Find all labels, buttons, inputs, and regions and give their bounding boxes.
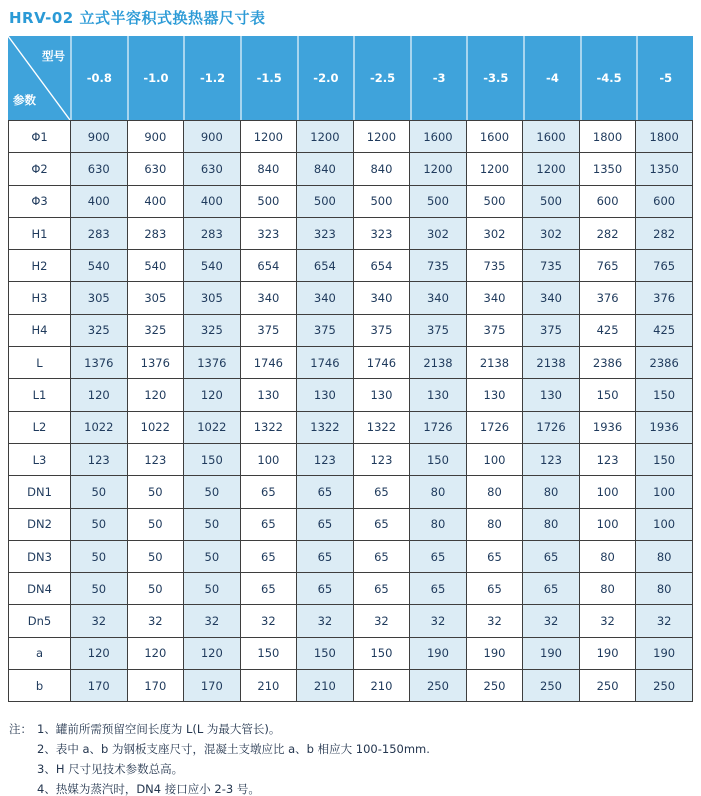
table-row [9,217,693,249]
column-header--1.0: -1.0 [127,36,184,120]
value-cell: 1322 [240,411,297,443]
value-cell: 65 [297,540,354,572]
value-cell: 32 [636,605,693,637]
value-cell: 100 [466,443,523,475]
value-cell: 1022 [127,411,184,443]
value-cell: 170 [127,670,184,702]
value-cell: 305 [184,282,241,314]
value-cell: 80 [636,540,693,572]
value-cell: 65 [353,476,410,508]
value-cell: 150 [353,637,410,669]
value-cell: 283 [127,217,184,249]
table-row [9,153,693,185]
value-cell: 540 [127,250,184,282]
value-cell: 250 [523,670,580,702]
value-cell: 1200 [297,121,354,153]
param-cell: L3 [9,443,71,475]
table-row [9,185,693,217]
column-header-row [8,36,693,120]
value-cell: 340 [240,282,297,314]
table-row [9,605,693,637]
param-cell: DN2 [9,508,71,540]
value-cell: 1350 [579,153,636,185]
note-item: 4、热媒为蒸汽时，DN4 接口应小 2-3 号。 [37,782,260,796]
param-cell: H2 [9,250,71,282]
value-cell: 375 [523,314,580,346]
value-cell: 65 [297,476,354,508]
value-cell: 840 [240,153,297,185]
value-cell: 500 [410,185,467,217]
value-cell: 900 [71,121,128,153]
value-cell: 123 [353,443,410,475]
value-cell: 375 [240,314,297,346]
value-cell: 2138 [523,347,580,379]
value-cell: 100 [579,508,636,540]
value-cell: 1322 [297,411,354,443]
value-cell: 2386 [579,347,636,379]
value-cell: 540 [71,250,128,282]
value-cell: 340 [353,282,410,314]
value-cell: 100 [636,476,693,508]
value-cell: 400 [184,185,241,217]
column-header--2.0: -2.0 [297,36,354,120]
table-row [9,347,693,379]
value-cell: 340 [523,282,580,314]
note-line [9,779,701,796]
table-row [9,121,693,153]
value-cell: 130 [240,379,297,411]
value-cell: 630 [184,153,241,185]
dimension-table-grid [8,120,693,702]
value-cell: 302 [410,217,467,249]
value-cell: 150 [579,379,636,411]
value-cell: 1200 [466,153,523,185]
value-cell: 2138 [410,347,467,379]
value-cell: 735 [466,250,523,282]
value-cell: 130 [523,379,580,411]
value-cell: 150 [410,443,467,475]
value-cell: 210 [297,670,354,702]
value-cell: 425 [636,314,693,346]
table-row [9,508,693,540]
value-cell: 400 [71,185,128,217]
value-cell: 500 [466,185,523,217]
value-cell: 65 [353,573,410,605]
param-cell: DN3 [9,540,71,572]
value-cell: 190 [410,637,467,669]
value-cell: 325 [71,314,128,346]
value-cell: 1800 [636,121,693,153]
value-cell: 305 [71,282,128,314]
value-cell: 32 [240,605,297,637]
value-cell: 150 [184,443,241,475]
value-cell: 302 [466,217,523,249]
note-line [9,719,701,739]
notes [9,719,701,796]
value-cell: 32 [127,605,184,637]
value-cell: 65 [297,508,354,540]
param-cell: a [9,637,71,669]
value-cell: 100 [636,508,693,540]
value-cell: 80 [410,508,467,540]
value-cell: 375 [353,314,410,346]
value-cell: 600 [636,185,693,217]
value-cell: 65 [240,573,297,605]
value-cell: 630 [127,153,184,185]
value-cell: 282 [636,217,693,249]
value-cell: 250 [636,670,693,702]
value-cell: 1022 [71,411,128,443]
value-cell: 654 [297,250,354,282]
value-cell: 2138 [466,347,523,379]
value-cell: 50 [71,573,128,605]
column-header--1.2: -1.2 [183,36,240,120]
dimension-table [8,36,693,702]
value-cell: 80 [466,476,523,508]
value-cell: 323 [240,217,297,249]
value-cell: 765 [579,250,636,282]
value-cell: 500 [353,185,410,217]
value-cell: 1726 [523,411,580,443]
param-cell: Dn5 [9,605,71,637]
value-cell: 1746 [353,347,410,379]
value-cell: 32 [297,605,354,637]
value-cell: 123 [297,443,354,475]
value-cell: 120 [127,637,184,669]
value-cell: 32 [523,605,580,637]
value-cell: 1200 [523,153,580,185]
value-cell: 210 [240,670,297,702]
value-cell: 100 [579,476,636,508]
value-cell: 1376 [184,347,241,379]
note-line [9,759,701,779]
value-cell: 65 [240,476,297,508]
page-title: HRV-02 立式半容积式换热器尺寸表 [9,9,266,27]
value-cell: 65 [410,573,467,605]
table-row [9,411,693,443]
notes-label: 注： [9,722,32,737]
value-cell: 500 [523,185,580,217]
param-cell: Φ3 [9,185,71,217]
value-cell: 1600 [466,121,523,153]
value-cell: 50 [127,573,184,605]
value-cell: 500 [240,185,297,217]
value-cell: 130 [297,379,354,411]
value-cell: 282 [579,217,636,249]
value-cell: 190 [466,637,523,669]
value-cell: 65 [466,540,523,572]
value-cell: 840 [297,153,354,185]
value-cell: 283 [184,217,241,249]
value-cell: 250 [579,670,636,702]
value-cell: 150 [636,443,693,475]
value-cell: 65 [523,573,580,605]
value-cell: 1200 [410,153,467,185]
value-cell: 120 [184,637,241,669]
value-cell: 80 [466,508,523,540]
value-cell: 130 [410,379,467,411]
column-header--5: -5 [636,36,693,120]
value-cell: 376 [636,282,693,314]
value-cell: 400 [127,185,184,217]
value-cell: 123 [71,443,128,475]
value-cell: 80 [410,476,467,508]
value-cell: 123 [127,443,184,475]
value-cell: 50 [71,476,128,508]
note-line [9,739,701,759]
param-cell: DN4 [9,573,71,605]
value-cell: 340 [466,282,523,314]
value-cell: 170 [184,670,241,702]
table-row [9,379,693,411]
value-cell: 100 [240,443,297,475]
value-cell: 80 [636,573,693,605]
value-cell: 840 [353,153,410,185]
value-cell: 900 [184,121,241,153]
value-cell: 654 [353,250,410,282]
value-cell: 325 [184,314,241,346]
value-cell: 50 [184,508,241,540]
value-cell: 190 [579,637,636,669]
value-cell: 1800 [579,121,636,153]
value-cell: 190 [523,637,580,669]
corner-label-parameter: 参数 [13,93,36,107]
table-row [9,443,693,475]
param-cell: H1 [9,217,71,249]
value-cell: 65 [240,540,297,572]
table-row [9,282,693,314]
value-cell: 375 [466,314,523,346]
value-cell: 130 [353,379,410,411]
value-cell: 120 [184,379,241,411]
value-cell: 1200 [353,121,410,153]
value-cell: 32 [184,605,241,637]
column-header--3: -3 [410,36,467,120]
value-cell: 32 [410,605,467,637]
table-row [9,314,693,346]
value-cell: 376 [579,282,636,314]
value-cell: 65 [240,508,297,540]
value-cell: 325 [127,314,184,346]
value-cell: 340 [410,282,467,314]
column-header--1.5: -1.5 [240,36,297,120]
value-cell: 283 [71,217,128,249]
value-cell: 190 [636,637,693,669]
param-cell: b [9,670,71,702]
value-cell: 150 [297,637,354,669]
corner-cell [8,36,70,120]
column-header--2.5: -2.5 [353,36,410,120]
value-cell: 123 [523,443,580,475]
value-cell: 1376 [127,347,184,379]
value-cell: 900 [127,121,184,153]
value-cell: 1322 [353,411,410,443]
value-cell: 600 [579,185,636,217]
value-cell: 65 [466,573,523,605]
dimension-table-body [9,121,693,702]
value-cell: 654 [240,250,297,282]
value-cell: 170 [71,670,128,702]
value-cell: 425 [579,314,636,346]
corner-label-model: 型号 [42,49,65,63]
value-cell: 1746 [297,347,354,379]
value-cell: 65 [353,540,410,572]
value-cell: 735 [523,250,580,282]
value-cell: 1936 [579,411,636,443]
value-cell: 120 [127,379,184,411]
value-cell: 32 [579,605,636,637]
value-cell: 150 [636,379,693,411]
value-cell: 305 [127,282,184,314]
value-cell: 80 [579,540,636,572]
value-cell: 80 [523,508,580,540]
value-cell: 65 [523,540,580,572]
value-cell: 50 [184,540,241,572]
value-cell: 210 [353,670,410,702]
value-cell: 80 [579,573,636,605]
value-cell: 302 [523,217,580,249]
column-header--4.5: -4.5 [580,36,637,120]
table-row [9,540,693,572]
param-cell: DN1 [9,476,71,508]
value-cell: 735 [410,250,467,282]
value-cell: 50 [184,476,241,508]
value-cell: 540 [184,250,241,282]
value-cell: 50 [127,476,184,508]
value-cell: 1936 [636,411,693,443]
column-header--3.5: -3.5 [466,36,523,120]
value-cell: 32 [71,605,128,637]
value-cell: 150 [240,637,297,669]
value-cell: 250 [466,670,523,702]
value-cell: 340 [297,282,354,314]
table-row [9,637,693,669]
param-cell: H4 [9,314,71,346]
value-cell: 1746 [240,347,297,379]
value-cell: 1600 [523,121,580,153]
value-cell: 1726 [466,411,523,443]
value-cell: 500 [297,185,354,217]
value-cell: 375 [297,314,354,346]
value-cell: 65 [410,540,467,572]
column-header--0.8: -0.8 [70,36,127,120]
param-cell: H3 [9,282,71,314]
param-cell: L1 [9,379,71,411]
column-header--4: -4 [523,36,580,120]
value-cell: 50 [127,540,184,572]
table-row [9,476,693,508]
value-cell: 120 [71,637,128,669]
value-cell: 1600 [410,121,467,153]
note-item: 3、H 尺寸见技术参数总高。 [37,762,184,777]
note-item: 2、表中 a、b 为钢板支座尺寸，混凝土支墩应比 a、b 相应大 100-150mm. [37,742,430,757]
value-cell: 50 [184,573,241,605]
value-cell: 32 [353,605,410,637]
value-cell: 1376 [71,347,128,379]
value-cell: 120 [71,379,128,411]
value-cell: 323 [353,217,410,249]
value-cell: 1350 [636,153,693,185]
param-cell: L2 [9,411,71,443]
table-row [9,250,693,282]
value-cell: 1200 [240,121,297,153]
value-cell: 50 [71,540,128,572]
value-cell: 375 [410,314,467,346]
value-cell: 123 [579,443,636,475]
value-cell: 80 [523,476,580,508]
value-cell: 765 [636,250,693,282]
table-row [9,573,693,605]
param-cell: Φ1 [9,121,71,153]
table-row [9,670,693,702]
param-cell: L [9,347,71,379]
value-cell: 50 [71,508,128,540]
param-cell: Φ2 [9,153,71,185]
value-cell: 130 [466,379,523,411]
value-cell: 32 [466,605,523,637]
value-cell: 65 [353,508,410,540]
value-cell: 323 [297,217,354,249]
value-cell: 50 [127,508,184,540]
value-cell: 65 [297,573,354,605]
value-cell: 2386 [636,347,693,379]
value-cell: 1726 [410,411,467,443]
value-cell: 630 [71,153,128,185]
value-cell: 1022 [184,411,241,443]
value-cell: 250 [410,670,467,702]
note-item: 1、罐前所需预留空间长度为 L(L 为最大管长)。 [37,722,281,737]
